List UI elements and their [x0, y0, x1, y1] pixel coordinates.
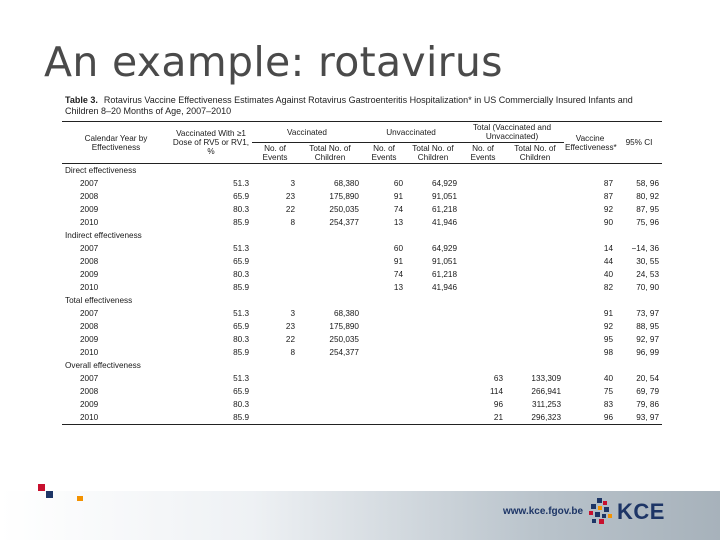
header-calendar-year: Calendar Year by Effectiveness — [84, 133, 148, 152]
section-title: Total effectiveness — [65, 296, 133, 305]
cell-unv-children — [406, 346, 460, 359]
cell-tot-events — [460, 268, 506, 281]
table-row — [62, 203, 662, 216]
cell-ve: 98 — [603, 348, 614, 357]
cell-pct: 80.3 — [233, 400, 249, 409]
cell-vac-children — [298, 268, 362, 281]
cell-unv-children — [406, 333, 460, 346]
cell-ci: 75, 96 — [636, 218, 660, 227]
cell-vac-events: 3 — [290, 309, 295, 318]
cell-vac-children: 68,380 — [333, 309, 359, 318]
table-caption-text: Rotavirus Vaccine Effectiveness Estimates Against Rotavirus Gastroenteritis Hospitalization* in US Commercially Insured Infants and Children 8–20 Months of Age, 2007–2010 — [65, 95, 633, 116]
cell-vac-events — [252, 242, 298, 255]
cell-vac-events: 8 — [290, 348, 295, 357]
header-vac-children: Total No. of Children — [309, 144, 351, 162]
cell-ci: −14, 36 — [631, 244, 660, 253]
cell-year: 2007 — [80, 179, 99, 188]
cell-year: 2008 — [80, 257, 99, 266]
cell-tot-events — [460, 255, 506, 268]
header-total-group: Total (Vaccinated and Unvaccinated) — [460, 122, 564, 143]
section-title: Overall effectiveness — [65, 361, 141, 370]
cell-ci: 87, 95 — [636, 205, 660, 214]
cell-tot-children — [506, 307, 564, 320]
cell-unv-events: 74 — [393, 205, 403, 214]
cell-ve: 92 — [603, 322, 614, 331]
table-caption — [65, 95, 666, 117]
cell-vac-events — [252, 398, 298, 411]
cell-tot-children: 311,253 — [532, 400, 562, 409]
cell-pct: 51.3 — [233, 374, 249, 383]
cell-unv-events: 60 — [393, 244, 403, 253]
table-row — [62, 216, 662, 229]
cell-vac-children: 68,380 — [333, 179, 359, 188]
cell-tot-events — [460, 190, 506, 203]
cell-year: 2009 — [80, 335, 99, 344]
cell-ve: 90 — [603, 218, 614, 227]
cell-ci: 24, 53 — [636, 270, 660, 279]
cell-unv-events — [362, 346, 406, 359]
table-header — [62, 122, 662, 164]
cell-ve: 95 — [603, 335, 614, 344]
cell-ve: 91 — [603, 309, 614, 318]
cell-year: 2007 — [80, 309, 99, 318]
cell-unv-children — [406, 320, 460, 333]
cell-tot-children — [506, 268, 564, 281]
cell-ve: 14 — [603, 244, 614, 253]
table-row — [62, 372, 662, 385]
section-header-row — [62, 359, 662, 372]
cell-unv-events — [362, 372, 406, 385]
cell-ci: 88, 95 — [636, 322, 660, 331]
cell-vac-events: 3 — [290, 179, 295, 188]
cell-pct: 80.3 — [233, 205, 249, 214]
cell-vac-children — [298, 385, 362, 398]
table-row — [62, 268, 662, 281]
cell-year: 2010 — [80, 348, 99, 357]
cell-tot-children: 296,323 — [531, 413, 562, 422]
cell-ci: 58, 96 — [636, 179, 660, 188]
cell-vac-children: 250,035 — [329, 335, 359, 344]
cell-vac-events — [252, 268, 298, 281]
cell-tot-events — [460, 216, 506, 229]
cell-tot-children: 266,941 — [531, 387, 562, 396]
cell-tot-events — [460, 242, 506, 255]
table-row — [62, 411, 662, 425]
cell-unv-children — [406, 372, 460, 385]
section-title: Direct effectiveness — [65, 166, 137, 175]
cell-pct: 85.9 — [233, 218, 249, 227]
cell-unv-events: 13 — [393, 218, 403, 227]
cell-tot-events — [460, 333, 506, 346]
cell-unv-events: 74 — [393, 270, 403, 279]
cell-tot-children — [506, 281, 564, 294]
header-tot-events: No. of Events — [470, 144, 496, 162]
blue-square-decoration — [46, 491, 53, 498]
header-vaccinated-group: Vaccinated — [252, 122, 362, 143]
cell-ve: 87 — [603, 179, 614, 188]
cell-ci: 69, 79 — [636, 387, 660, 396]
table-row — [62, 385, 662, 398]
cell-ve: 40 — [603, 374, 614, 383]
header-unvaccinated-group: Unvaccinated — [362, 122, 460, 143]
cell-ve: 87 — [603, 192, 614, 201]
cell-vac-children: 175,890 — [329, 322, 359, 331]
cell-ci: 20, 54 — [636, 374, 660, 383]
cell-unv-children: 61,218 — [431, 270, 458, 279]
cell-vac-events: 22 — [285, 205, 295, 214]
cell-ci: 73, 97 — [636, 309, 660, 318]
header-tot-children: Total No. of Children — [514, 144, 556, 162]
cell-ci: 79, 86 — [636, 400, 660, 409]
cell-tot-events: 63 — [493, 374, 504, 383]
cell-year: 2007 — [80, 374, 99, 383]
cell-ci: 70, 90 — [636, 283, 660, 292]
cell-pct: 65.9 — [233, 322, 249, 331]
cell-vac-events — [252, 411, 298, 425]
cell-year: 2008 — [80, 322, 99, 331]
cell-unv-children: 64,929 — [431, 179, 458, 188]
cell-year: 2010 — [80, 218, 99, 227]
red-square-decoration — [38, 484, 45, 491]
table-row — [62, 190, 662, 203]
cell-ve: 92 — [603, 205, 614, 214]
cell-tot-events — [460, 281, 506, 294]
cell-vac-events: 23 — [285, 322, 295, 331]
header-unv-children: Total No. of Children — [412, 144, 454, 162]
header-vaccinated-pct: Vaccinated With ≥1 Dose of RV5 or RV1, % — [172, 129, 250, 156]
kce-logo-text: KCE — [617, 499, 665, 524]
header-vaccine-effectiveness: Vaccine Effectiveness* — [565, 133, 617, 152]
cell-ve: 82 — [603, 283, 614, 292]
cell-vac-children: 250,035 — [329, 205, 359, 214]
cell-unv-children: 64,929 — [431, 244, 458, 253]
cell-vac-children — [298, 398, 362, 411]
cell-tot-children — [506, 190, 564, 203]
cell-tot-events: 21 — [493, 413, 504, 422]
section-header-row — [62, 294, 662, 307]
cell-vac-events — [252, 255, 298, 268]
cell-year: 2009 — [80, 400, 99, 409]
table-row — [62, 242, 662, 255]
orange-square-decoration — [77, 496, 83, 501]
table-row — [62, 307, 662, 320]
cell-tot-children — [506, 203, 564, 216]
cell-unv-children: 91,051 — [431, 192, 458, 201]
section-header-row — [62, 164, 662, 178]
header-vac-events: No. of Events — [262, 144, 288, 162]
cell-pct: 80.3 — [233, 335, 249, 344]
cell-unv-children — [406, 411, 460, 425]
cell-tot-children — [506, 333, 564, 346]
cell-ve: 75 — [603, 387, 614, 396]
cell-ci: 96, 99 — [636, 348, 660, 357]
cell-pct: 85.9 — [233, 283, 249, 292]
cell-ve: 44 — [603, 257, 614, 266]
cell-tot-events — [460, 307, 506, 320]
cell-year: 2008 — [80, 387, 99, 396]
cell-pct: 65.9 — [233, 387, 249, 396]
cell-unv-events — [362, 385, 406, 398]
cell-ci: 30, 55 — [636, 257, 660, 266]
cell-year: 2009 — [80, 205, 99, 214]
cell-tot-children: 133,309 — [531, 374, 562, 383]
cell-ci: 80, 92 — [636, 192, 660, 201]
cell-ci: 93, 97 — [636, 413, 660, 422]
table-row — [62, 346, 662, 359]
cell-tot-events — [460, 320, 506, 333]
cell-year: 2010 — [80, 283, 99, 292]
cell-vac-children — [298, 372, 362, 385]
header-unv-events: No. of Events — [371, 144, 397, 162]
cell-vac-events: 22 — [285, 335, 295, 344]
cell-pct: 51.3 — [233, 179, 249, 188]
cell-unv-events: 91 — [393, 192, 403, 201]
kce-logo-icon — [588, 497, 614, 525]
cell-vac-children — [298, 411, 362, 425]
cell-unv-events — [362, 398, 406, 411]
cell-vac-events — [252, 385, 298, 398]
cell-ci: 92, 97 — [636, 335, 660, 344]
cell-tot-events — [460, 177, 506, 190]
cell-unv-children — [406, 398, 460, 411]
cell-pct: 80.3 — [233, 270, 249, 279]
cell-vac-events — [252, 372, 298, 385]
cell-tot-children — [506, 346, 564, 359]
cell-unv-children — [406, 385, 460, 398]
cell-year: 2009 — [80, 270, 99, 279]
table-row — [62, 177, 662, 190]
cell-pct: 51.3 — [233, 244, 249, 253]
header-ci: 95% CI — [625, 138, 653, 147]
cell-unv-children: 61,218 — [431, 205, 458, 214]
cell-tot-events — [460, 346, 506, 359]
table-label: Table 3. — [65, 95, 98, 105]
cell-tot-events — [460, 203, 506, 216]
cell-unv-events — [362, 411, 406, 425]
cell-tot-children — [506, 255, 564, 268]
cell-year: 2010 — [80, 413, 99, 422]
cell-pct: 85.9 — [233, 348, 249, 357]
cell-vac-children — [298, 242, 362, 255]
cell-year: 2007 — [80, 244, 99, 253]
cell-tot-events: 114 — [489, 387, 504, 396]
cell-vac-events: 23 — [285, 192, 295, 201]
cell-tot-children — [506, 216, 564, 229]
cell-vac-children — [298, 281, 362, 294]
cell-unv-events: 13 — [393, 283, 403, 292]
cell-year: 2008 — [80, 192, 99, 201]
cell-unv-events — [362, 333, 406, 346]
table-row — [62, 255, 662, 268]
cell-pct: 65.9 — [233, 257, 249, 266]
cell-tot-events: 96 — [493, 400, 504, 409]
cell-unv-events — [362, 320, 406, 333]
table-row — [62, 281, 662, 294]
cell-ve: 40 — [603, 270, 614, 279]
cell-tot-children — [506, 177, 564, 190]
slide-title: An example: rotavirus — [44, 38, 503, 86]
cell-pct: 51.3 — [233, 309, 249, 318]
cell-unv-children: 91,051 — [431, 257, 458, 266]
section-header-row — [62, 229, 662, 242]
cell-unv-events: 91 — [393, 257, 403, 266]
cell-pct: 85.9 — [233, 413, 249, 422]
cell-pct: 65.9 — [233, 192, 249, 201]
cell-ve: 96 — [603, 413, 614, 422]
cell-vac-children: 254,377 — [329, 218, 359, 227]
cell-vac-events: 8 — [290, 218, 295, 227]
cell-ve: 83 — [603, 400, 614, 409]
footer-url[interactable]: www.kce.fgov.be — [503, 506, 584, 517]
cell-unv-children: 41,946 — [431, 283, 458, 292]
cell-unv-children — [406, 307, 460, 320]
effectiveness-table — [62, 121, 662, 425]
table-body — [62, 164, 662, 425]
table-row — [62, 333, 662, 346]
cell-vac-events — [252, 281, 298, 294]
cell-unv-events: 60 — [393, 179, 403, 188]
effectiveness-table-figure — [62, 95, 666, 425]
cell-unv-children: 41,946 — [431, 218, 458, 227]
cell-tot-children — [506, 320, 564, 333]
cell-vac-children — [298, 255, 362, 268]
table-row — [62, 320, 662, 333]
cell-tot-children — [506, 242, 564, 255]
cell-vac-children: 254,377 — [329, 348, 359, 357]
table-row — [62, 398, 662, 411]
cell-unv-events — [362, 307, 406, 320]
section-title: Indirect effectiveness — [65, 231, 142, 240]
cell-vac-children: 175,890 — [329, 192, 359, 201]
